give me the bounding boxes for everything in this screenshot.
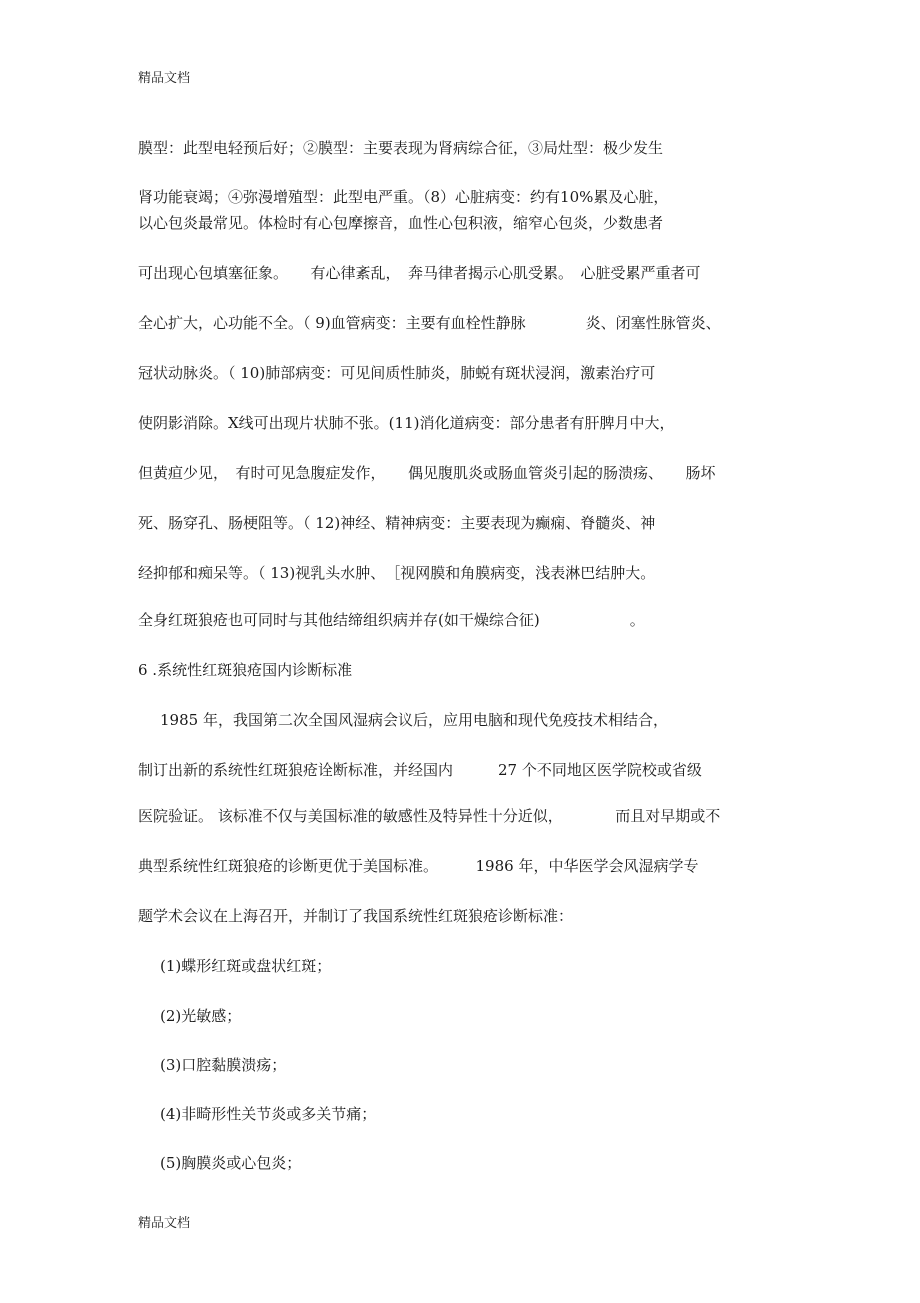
page-footer: 精品文档 — [138, 1216, 191, 1231]
text-line-9: 死、肠穿孔、肠梗阻等。（ 12)神经、精神病变：主要表现为癫痫、脊髓炎、神 — [138, 514, 656, 532]
text-line-17: 题学术会议在上海召开，并制订了我国系统性红斑狼疮诊断标准： — [138, 907, 574, 925]
text-line-6: 冠状动脉炎。（ 10)肺部病变：可见间质性肺炎，肺蜕有斑状浸润，激素治疗可 — [138, 364, 656, 382]
text-line-13: 1985 年，我国第二次全国风湿病会议后，应用电脑和现代免疫技术相结合， — [160, 711, 668, 729]
page-header: 精品文档 — [138, 71, 191, 86]
criterion-item-5: (5)胸膜炎或心包炎； — [160, 1154, 302, 1172]
text-line-15: 医院验证。 该标准不仅与美国标准的敏感性及特异性十分近似， 而且对早期或不 — [138, 807, 721, 825]
section-heading: 6 .系统性红斑狼疮国内诊断标准 — [138, 661, 353, 679]
text-line-3: 以心包炎最常见。体检时有心包摩擦音，血性心包积液，缩窄心包炎，少数患者 — [138, 214, 664, 232]
text-line-5: 全心扩大，心功能不全。（ 9)血管病变：主要有血栓性静脉 炎、闭塞性脉管炎、 — [138, 314, 721, 332]
text-line-8: 但黄疸少见， 有时可见急腹症发作， 偶见腹肌炎或肠血管炎引起的肠溃疡、 肠坏 — [138, 464, 716, 482]
text-line-2: 肾功能衰竭；④弥漫增殖型：此型电严重。（8）心脏病变：约有10%累及心脏， — [138, 188, 669, 206]
text-line-10: 经抑郁和痴呆等。（ 13)视乳头水肿、 ［视网膜和角膜病变，浅表淋巴结肿大。 — [138, 564, 656, 582]
text-line-7: 使阴影消除。X线可出现片状肺不张。(11)消化道病变：部分患者有肝脾月中大， — [138, 414, 675, 432]
criterion-item-1: (1)蝶形红斑或盘状红斑； — [160, 957, 332, 975]
text-line-16: 典型系统性红斑狼疮的诊断更优于美国标准。 1986 年，中华医学会风湿病学专 — [138, 857, 699, 875]
text-line-11: 全身红斑狼疮也可同时与其他结缔组织病并存(如干燥综合征) 。 — [138, 611, 645, 629]
text-line-4: 可出现心包填塞征象。 有心律紊乱， 奔马律者揭示心肌受累。 心脏受累严重者可 — [138, 264, 701, 282]
text-line-1: 膜型：此型电轻预后好；②膜型：主要表现为肾病综合征，③局灶型：极少发生 — [138, 139, 664, 157]
text-line-14: 制订出新的系统性红斑狼疮诠断标准，并经国内 27 个不同地区医学院校或省级 — [138, 761, 702, 779]
criterion-item-3: (3)口腔黏膜溃疡； — [160, 1056, 287, 1074]
criterion-item-4: (4)非畸形性关节炎或多关节痛； — [160, 1105, 377, 1123]
criterion-item-2: (2)光敏感； — [160, 1007, 242, 1025]
